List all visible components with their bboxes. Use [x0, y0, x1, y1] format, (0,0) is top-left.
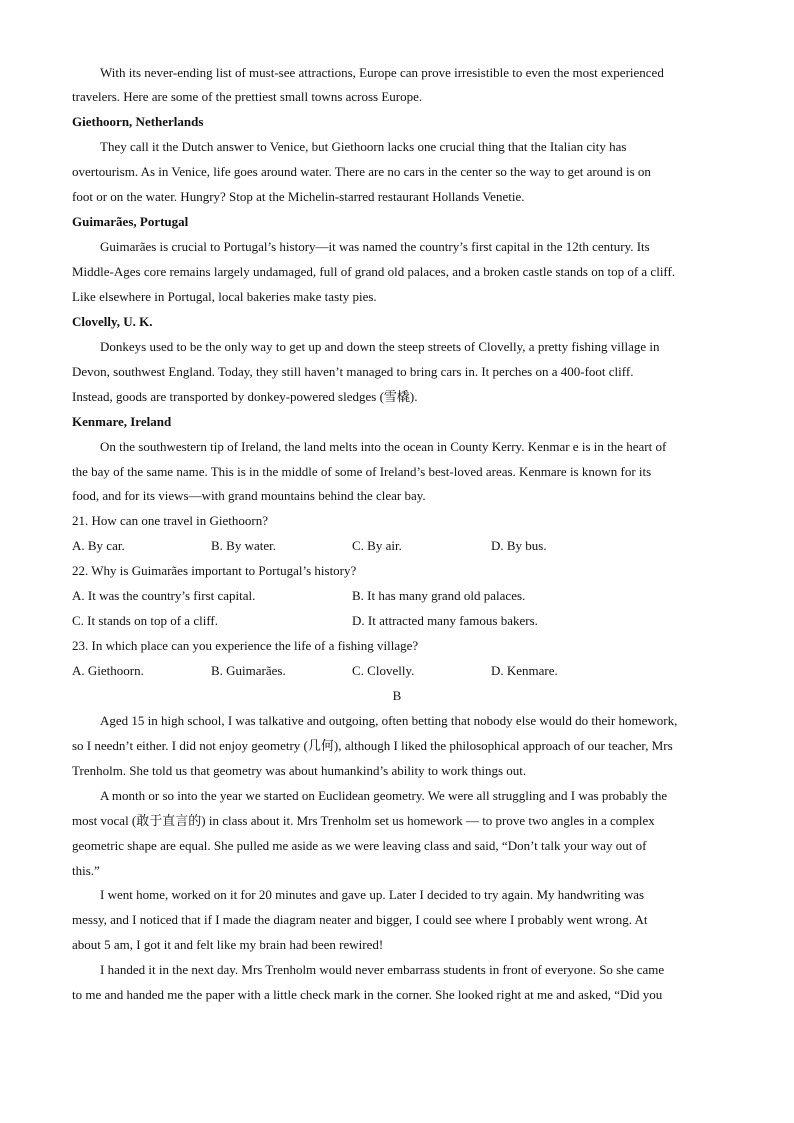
- text-line: most vocal (敢于直言的) in class about it. Mrs Trenholm set us homework — to prove two angles in a complex: [72, 812, 655, 828]
- text-line: I went home, worked on it for 20 minutes and gave up. Later I decided to try again. My handwriting was: [100, 887, 645, 903]
- question-options: [72, 609, 722, 634]
- option-a: A. Giethoorn.: [72, 663, 144, 678]
- question-stem: 22. Why is Guimarães important to Portugal’s history?: [72, 563, 357, 579]
- text-line: A month or so into the year we started on Euclidean geometry. We were all struggling and I was probably the: [100, 787, 668, 803]
- option-c: C. Clovelly.: [352, 663, 415, 678]
- text-line: Donkeys used to be the only way to get up and down the steep streets of Clovelly, a pretty fishing village in: [100, 338, 660, 354]
- text-line: messy, and I noticed that if I made the diagram neater and bigger, I could see where I probably went wrong. At: [72, 912, 648, 928]
- option-d: D. Kenmare.: [491, 663, 558, 678]
- text-line: about 5 am, I got it and felt like my brain had been rewired!: [72, 937, 384, 953]
- question-options: [72, 584, 722, 609]
- text-line: With its never-ending list of must-see attractions, Europe can prove irresistible to even the most experienced: [100, 64, 664, 80]
- text-line: so I needn’t either. I did not enjoy geometry (几何), although I liked the philosophical approach of our teacher, Mrs: [72, 737, 673, 753]
- option-c: C. By air.: [352, 538, 402, 554]
- text-line: Aged 15 in high school, I was talkative and outgoing, often betting that nobody else would do their homework,: [100, 712, 678, 728]
- option-a: A. It was the country’s first capital.: [72, 588, 256, 604]
- option-c: C. It stands on top of a cliff.: [72, 613, 218, 629]
- section-heading: Giethoorn, Netherlands: [72, 114, 204, 130]
- text-line: food, and for its views—with grand mountains behind the clear bay.: [72, 488, 426, 504]
- section-heading: Kenmare, Ireland: [72, 413, 172, 429]
- text-line: Like elsewhere in Portugal, local bakeries make tasty pies.: [72, 288, 377, 304]
- text-line: Guimarães is crucial to Portugal’s history—it was named the country’s first capital in the 12th century. Its: [100, 239, 650, 255]
- passage-label: B: [392, 687, 402, 703]
- text-line: this.”: [72, 862, 100, 878]
- question-stem: 23. In which place can you experience the life of a fishing village?: [72, 638, 419, 654]
- text-line: travelers. Here are some of the prettiest small towns across Europe.: [72, 89, 423, 105]
- text-line: the bay of the same name. This is in the middle of some of Ireland’s best-loved areas. Kenmare is known for its: [72, 463, 652, 479]
- option-d: D. By bus.: [491, 538, 547, 554]
- text-line: Trenholm. She told us that geometry was about humankind’s ability to work things out.: [72, 762, 527, 778]
- option-b: B. By water.: [211, 538, 276, 554]
- option-b: B. Guimarães.: [211, 663, 286, 678]
- text-line: Middle-Ages core remains largely undamaged, full of grand old palaces, and a broken castle stands on top of a cliff.: [72, 264, 676, 279]
- question-options: [72, 659, 722, 684]
- question-options: [72, 534, 722, 559]
- text-line: overtourism. As in Venice, life goes around water. There are no cars in the center so the way to get around is on: [72, 164, 651, 180]
- section-heading: Guimarães, Portugal: [72, 214, 189, 230]
- option-a: A. By car.: [72, 538, 125, 554]
- text-line: Devon, southwest England. Today, they still haven’t managed to bring cars in. It perches on a 400-foot cliff.: [72, 363, 634, 379]
- text-line: I handed it in the next day. Mrs Trenholm would never embarrass students in front of everyone. So she came: [100, 962, 665, 978]
- option-d: D. It attracted many famous bakers.: [352, 613, 538, 629]
- option-b: B. It has many grand old palaces.: [352, 588, 526, 604]
- section-heading: Clovelly, U. K.: [72, 313, 153, 329]
- exam-page: [72, 61, 722, 1009]
- text-line: foot or on the water. Hungry? Stop at the Michelin-starred restaurant Hollands Venetie.: [72, 189, 525, 205]
- text-line: to me and handed me the paper with a little check mark in the corner. She looked right at me and asked, “Did you: [72, 987, 663, 1003]
- question-stem: 21. How can one travel in Giethoorn?: [72, 513, 269, 529]
- text-line: On the southwestern tip of Ireland, the land melts into the ocean in County Kerry. Kenmar e is in the heart of: [100, 438, 667, 454]
- text-line: Instead, goods are transported by donkey-powered sledges (雪橇).: [72, 388, 418, 404]
- text-line: They call it the Dutch answer to Venice, but Giethoorn lacks one crucial thing that the Italian city has: [100, 139, 627, 155]
- text-line: geometric shape are equal. She pulled me aside as we were leaving class and said, “Don’t talk your way out of: [72, 837, 647, 853]
